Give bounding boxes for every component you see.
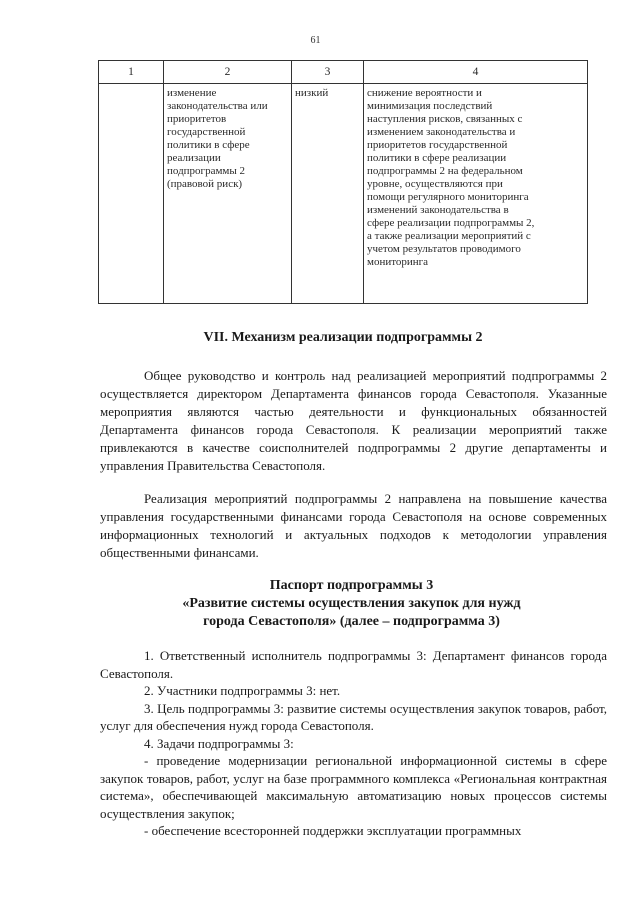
passport-item: 4. Задачи подпрограммы 3:: [144, 735, 294, 751]
table-row: [99, 84, 588, 304]
passport-heading-line: Паспорт подпрограммы 3: [269, 578, 434, 593]
table-header-cell: 4: [364, 61, 588, 84]
risk-measures-text: снижение вероятности и минимизация последствий наступления рисков, связанных с изменением законодательства и приоритетов государственной политики в сфере реализации подпрограммы 2 на федеральном уровне, осуществляются при помощи регулярного мониторинга изменений законодательства в сфере реализации подпрограммы 2, а также реализации мероприятий с учетом результатов проводимого мониторинга: [367, 87, 535, 268]
passport-item: 1. Ответственный исполнитель подпрограммы 3: Департамент финансов города Севастополя.: [100, 648, 607, 681]
passport-item: 2. Участники подпрограммы 3: нет.: [144, 683, 341, 698]
page-number: 61: [310, 35, 321, 46]
passport-heading-line: «Развитие системы осуществления закупок для нужд: [182, 596, 521, 611]
passport-task: - обеспечение всесторонней поддержки эксплуатации программных: [144, 823, 522, 838]
section-heading: VII. Механизм реализации подпрограммы 2: [203, 330, 483, 345]
table-header-cell: 3: [292, 61, 364, 84]
passport-task: - проведение модернизации региональной информационной системы в сфере закупок товаров, работ, услуг на базе программного комплекса «Региональная контрактная система», обеспечивающей максимальную автоматизацию новых процессов системы осуществления закупок;: [100, 753, 607, 821]
table-cell-risk-measures: [364, 84, 588, 304]
table-cell-risk-name: [164, 84, 292, 304]
paragraph-management: Общее руководство и контроль над реализацией мероприятий подпрограммы 2 осуществляется директором Департамента финансов города Севастополя. Указанные мероприятия являются частью деятельности и функциональных обязанностей Департамента финансов города Севастополя. К реализации мероприятий также привлекаются в качестве соисполнителей подпрограммы 2 другие департаменты и управления Правительства Севастополя.: [100, 368, 607, 473]
paragraph-implementation: Реализация мероприятий подпрограммы 2 направлена на повышение качества управления государственными финансами города Севастополя на основе современных информационных технологий и актуальных подходов к методологии управления общественными финансами.: [100, 491, 607, 560]
passport-item: 3. Цель подпрограммы 3: развитие системы осуществления закупок товаров, работ, услуг для обеспечения нужд города Севастополя.: [100, 700, 607, 733]
risk-table: [98, 60, 588, 304]
table-header-cell: 1: [99, 61, 164, 84]
table-header-row: [99, 61, 588, 84]
table-cell-risk-level: низкий: [292, 84, 364, 304]
passport-heading-line: города Севастополя» (далее – подпрограмма 3): [203, 614, 500, 629]
table-header-cell: 2: [164, 61, 292, 84]
passport-items: [100, 647, 607, 840]
risk-name-text: изменение законодательства или приоритетов государственной политики в сфере реализации подпрограммы 2 (правовой риск): [167, 87, 268, 190]
passport-heading: [98, 577, 605, 631]
table-cell-empty: [99, 84, 164, 304]
